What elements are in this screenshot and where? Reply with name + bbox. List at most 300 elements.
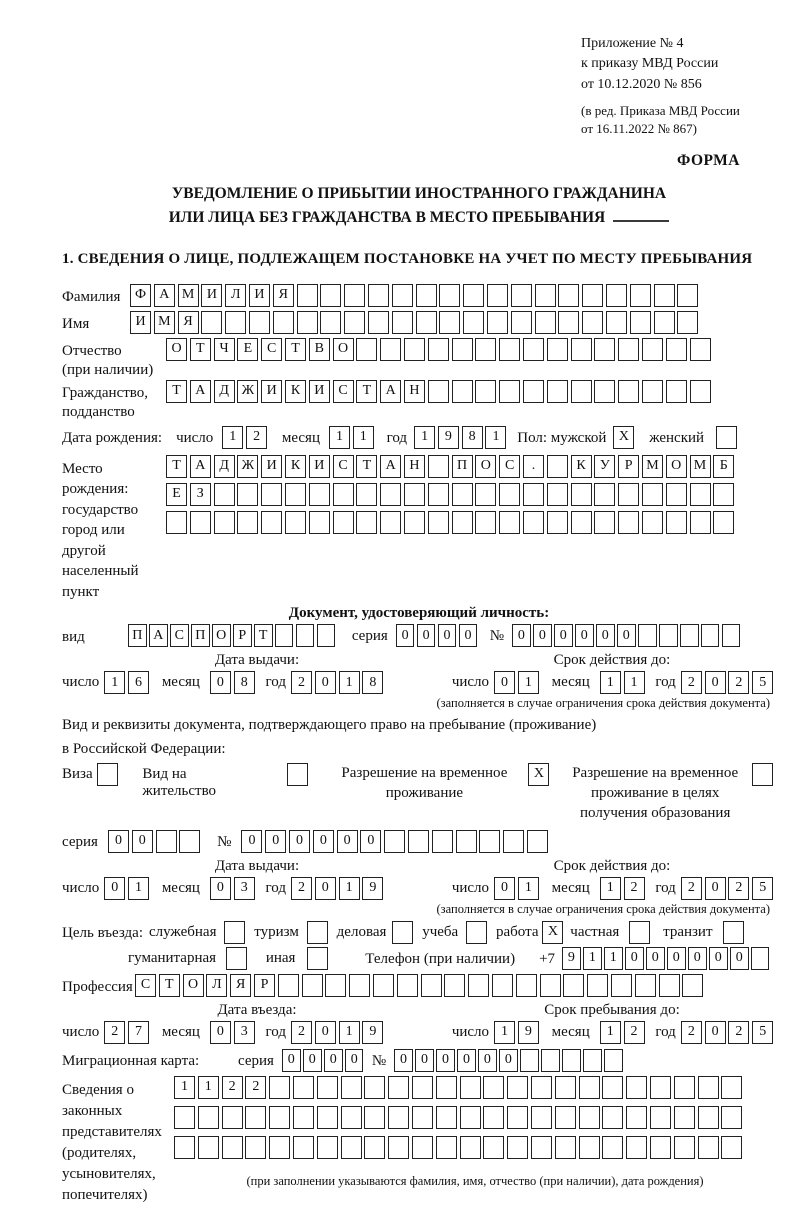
char-cell[interactable]: У — [594, 455, 615, 478]
char-cell[interactable] — [302, 974, 323, 997]
char-cell[interactable] — [452, 338, 473, 361]
purpose-business-checkbox[interactable] — [392, 921, 413, 944]
char-cell[interactable]: 1 — [485, 426, 506, 449]
char-cell[interactable] — [214, 483, 235, 506]
char-cell[interactable]: И — [309, 455, 330, 478]
char-cell[interactable]: Т — [356, 455, 377, 478]
purpose-private-checkbox[interactable] — [629, 921, 650, 944]
char-cell[interactable] — [666, 483, 687, 506]
char-cell[interactable] — [344, 284, 365, 307]
char-cell[interactable]: 2 — [291, 1021, 312, 1044]
char-cell[interactable] — [492, 974, 513, 997]
char-cell[interactable] — [269, 1136, 290, 1159]
char-cell[interactable]: 0 — [132, 830, 153, 853]
char-cell[interactable] — [520, 1049, 539, 1072]
purpose-official-checkbox[interactable] — [224, 921, 245, 944]
char-cell[interactable] — [225, 311, 246, 334]
char-cell[interactable] — [523, 338, 544, 361]
char-cell[interactable]: 9 — [362, 877, 383, 900]
char-cell[interactable]: Т — [166, 455, 187, 478]
edu-permit-checkbox[interactable] — [752, 763, 773, 786]
char-cell[interactable]: 0 — [667, 947, 686, 970]
char-cell[interactable] — [317, 1136, 338, 1159]
char-cell[interactable] — [439, 311, 460, 334]
char-cell[interactable] — [333, 483, 354, 506]
char-cell[interactable]: 0 — [709, 947, 728, 970]
char-cell[interactable]: 1 — [339, 877, 360, 900]
char-cell[interactable]: 0 — [459, 624, 478, 647]
char-cell[interactable] — [666, 380, 687, 403]
char-cell[interactable]: 0 — [396, 624, 415, 647]
char-cell[interactable] — [531, 1106, 552, 1129]
char-cell[interactable] — [397, 974, 418, 997]
char-cell[interactable] — [594, 338, 615, 361]
char-cell[interactable]: 0 — [303, 1049, 322, 1072]
char-cell[interactable] — [293, 1076, 314, 1099]
char-cell[interactable]: Т — [285, 338, 306, 361]
char-cell[interactable] — [463, 311, 484, 334]
char-cell[interactable] — [523, 380, 544, 403]
char-cell[interactable]: 0 — [646, 947, 665, 970]
char-cell[interactable]: 0 — [108, 830, 129, 853]
char-cell[interactable]: М — [690, 455, 711, 478]
char-cell[interactable]: 1 — [604, 947, 623, 970]
char-cell[interactable] — [261, 483, 282, 506]
char-cell[interactable]: 2 — [728, 877, 749, 900]
char-cell[interactable]: 0 — [417, 624, 436, 647]
char-cell[interactable]: 8 — [362, 671, 383, 694]
char-cell[interactable] — [198, 1136, 219, 1159]
purpose-other-checkbox[interactable] — [307, 947, 328, 970]
char-cell[interactable]: 0 — [315, 1021, 336, 1044]
char-cell[interactable]: 0 — [313, 830, 334, 853]
char-cell[interactable] — [364, 1106, 385, 1129]
char-cell[interactable]: 2 — [245, 1076, 266, 1099]
char-cell[interactable]: Р — [618, 455, 639, 478]
char-cell[interactable] — [650, 1076, 671, 1099]
char-cell[interactable]: К — [571, 455, 592, 478]
char-cell[interactable]: А — [380, 380, 401, 403]
temp-permit-checkbox[interactable]: X — [528, 763, 549, 786]
char-cell[interactable] — [475, 511, 496, 534]
char-cell[interactable] — [511, 284, 532, 307]
char-cell[interactable]: Л — [225, 284, 246, 307]
char-cell[interactable] — [483, 1136, 504, 1159]
char-cell[interactable] — [317, 624, 336, 647]
char-cell[interactable] — [674, 1136, 695, 1159]
char-cell[interactable]: 0 — [210, 877, 231, 900]
char-cell[interactable]: 1 — [624, 671, 645, 694]
char-cell[interactable] — [642, 483, 663, 506]
char-cell[interactable] — [677, 311, 698, 334]
char-cell[interactable] — [507, 1076, 528, 1099]
char-cell[interactable]: К — [285, 380, 306, 403]
char-cell[interactable]: Р — [233, 624, 252, 647]
char-cell[interactable]: Р — [254, 974, 275, 997]
char-cell[interactable] — [547, 483, 568, 506]
char-cell[interactable] — [296, 624, 315, 647]
char-cell[interactable] — [690, 338, 711, 361]
char-cell[interactable]: Е — [237, 338, 258, 361]
char-cell[interactable] — [642, 380, 663, 403]
char-cell[interactable]: 0 — [345, 1049, 364, 1072]
char-cell[interactable] — [412, 1136, 433, 1159]
char-cell[interactable] — [388, 1136, 409, 1159]
char-cell[interactable]: 6 — [128, 671, 149, 694]
char-cell[interactable] — [392, 311, 413, 334]
char-cell[interactable] — [278, 974, 299, 997]
char-cell[interactable] — [587, 974, 608, 997]
char-cell[interactable] — [638, 624, 657, 647]
char-cell[interactable]: 0 — [575, 624, 594, 647]
char-cell[interactable] — [523, 511, 544, 534]
char-cell[interactable] — [297, 284, 318, 307]
char-cell[interactable] — [583, 1049, 602, 1072]
char-cell[interactable] — [341, 1106, 362, 1129]
char-cell[interactable] — [499, 380, 520, 403]
char-cell[interactable] — [325, 974, 346, 997]
char-cell[interactable]: Ж — [237, 380, 258, 403]
char-cell[interactable]: П — [128, 624, 147, 647]
char-cell[interactable]: 2 — [222, 1076, 243, 1099]
char-cell[interactable] — [222, 1136, 243, 1159]
char-cell[interactable]: С — [170, 624, 189, 647]
char-cell[interactable] — [475, 483, 496, 506]
char-cell[interactable] — [293, 1136, 314, 1159]
char-cell[interactable] — [690, 380, 711, 403]
char-cell[interactable] — [356, 338, 377, 361]
char-cell[interactable]: О — [333, 338, 354, 361]
char-cell[interactable]: 0 — [705, 1021, 726, 1044]
char-cell[interactable]: 9 — [362, 1021, 383, 1044]
char-cell[interactable] — [626, 1106, 647, 1129]
char-cell[interactable] — [237, 511, 258, 534]
char-cell[interactable] — [293, 1106, 314, 1129]
char-cell[interactable] — [456, 830, 477, 853]
char-cell[interactable]: 1 — [339, 671, 360, 694]
char-cell[interactable]: 2 — [624, 877, 645, 900]
char-cell[interactable] — [364, 1076, 385, 1099]
char-cell[interactable]: 1 — [174, 1076, 195, 1099]
char-cell[interactable] — [701, 624, 720, 647]
char-cell[interactable]: Е — [166, 483, 187, 506]
char-cell[interactable]: 0 — [337, 830, 358, 853]
char-cell[interactable] — [674, 1106, 695, 1129]
char-cell[interactable] — [666, 338, 687, 361]
char-cell[interactable] — [611, 974, 632, 997]
char-cell[interactable] — [642, 511, 663, 534]
char-cell[interactable]: 1 — [414, 426, 435, 449]
char-cell[interactable]: 9 — [562, 947, 581, 970]
char-cell[interactable]: 0 — [315, 671, 336, 694]
char-cell[interactable] — [249, 311, 270, 334]
purpose-work-checkbox[interactable]: X — [542, 921, 563, 944]
char-cell[interactable]: И — [309, 380, 330, 403]
char-cell[interactable]: О — [166, 338, 187, 361]
char-cell[interactable] — [630, 311, 651, 334]
char-cell[interactable]: 1 — [518, 877, 539, 900]
char-cell[interactable] — [483, 1106, 504, 1129]
char-cell[interactable]: 0 — [436, 1049, 455, 1072]
char-cell[interactable]: 0 — [625, 947, 644, 970]
char-cell[interactable]: 0 — [241, 830, 262, 853]
char-cell[interactable] — [285, 483, 306, 506]
char-cell[interactable]: С — [135, 974, 156, 997]
char-cell[interactable]: 1 — [128, 877, 149, 900]
char-cell[interactable] — [320, 284, 341, 307]
char-cell[interactable]: Я — [178, 311, 199, 334]
char-cell[interactable] — [436, 1076, 457, 1099]
char-cell[interactable] — [571, 511, 592, 534]
char-cell[interactable] — [558, 284, 579, 307]
char-cell[interactable]: 0 — [289, 830, 310, 853]
char-cell[interactable]: 0 — [688, 947, 707, 970]
char-cell[interactable]: 0 — [617, 624, 636, 647]
char-cell[interactable] — [368, 284, 389, 307]
char-cell[interactable]: 0 — [210, 671, 231, 694]
char-cell[interactable] — [428, 338, 449, 361]
char-cell[interactable]: К — [285, 455, 306, 478]
char-cell[interactable] — [626, 1076, 647, 1099]
char-cell[interactable] — [468, 974, 489, 997]
char-cell[interactable] — [404, 511, 425, 534]
char-cell[interactable] — [412, 1106, 433, 1129]
char-cell[interactable] — [198, 1106, 219, 1129]
char-cell[interactable] — [460, 1106, 481, 1129]
char-cell[interactable] — [428, 455, 449, 478]
char-cell[interactable] — [547, 380, 568, 403]
char-cell[interactable] — [535, 284, 556, 307]
char-cell[interactable] — [261, 511, 282, 534]
sex-male-checkbox[interactable]: X — [613, 426, 634, 449]
purpose-tourism-checkbox[interactable] — [307, 921, 328, 944]
char-cell[interactable]: 0 — [324, 1049, 343, 1072]
char-cell[interactable] — [380, 338, 401, 361]
char-cell[interactable]: С — [333, 380, 354, 403]
char-cell[interactable]: 8 — [462, 426, 483, 449]
char-cell[interactable] — [428, 483, 449, 506]
char-cell[interactable] — [404, 483, 425, 506]
char-cell[interactable] — [297, 311, 318, 334]
char-cell[interactable] — [237, 483, 258, 506]
char-cell[interactable] — [547, 338, 568, 361]
char-cell[interactable] — [499, 511, 520, 534]
char-cell[interactable] — [380, 483, 401, 506]
char-cell[interactable] — [373, 974, 394, 997]
char-cell[interactable] — [579, 1136, 600, 1159]
char-cell[interactable]: 0 — [596, 624, 615, 647]
char-cell[interactable] — [341, 1136, 362, 1159]
char-cell[interactable]: О — [183, 974, 204, 997]
char-cell[interactable] — [475, 380, 496, 403]
char-cell[interactable] — [751, 947, 770, 970]
char-cell[interactable] — [540, 974, 561, 997]
char-cell[interactable]: 0 — [210, 1021, 231, 1044]
char-cell[interactable] — [594, 511, 615, 534]
char-cell[interactable]: С — [499, 455, 520, 478]
char-cell[interactable]: И — [130, 311, 151, 334]
char-cell[interactable] — [439, 284, 460, 307]
char-cell[interactable] — [269, 1076, 290, 1099]
char-cell[interactable] — [452, 483, 473, 506]
char-cell[interactable] — [606, 311, 627, 334]
char-cell[interactable]: 1 — [518, 671, 539, 694]
char-cell[interactable]: 5 — [752, 671, 773, 694]
char-cell[interactable]: 1 — [329, 426, 350, 449]
char-cell[interactable] — [650, 1136, 671, 1159]
char-cell[interactable] — [516, 974, 537, 997]
char-cell[interactable]: Ф — [130, 284, 151, 307]
char-cell[interactable] — [579, 1076, 600, 1099]
char-cell[interactable] — [659, 624, 678, 647]
char-cell[interactable]: О — [666, 455, 687, 478]
char-cell[interactable] — [547, 455, 568, 478]
char-cell[interactable]: 0 — [282, 1049, 301, 1072]
char-cell[interactable] — [380, 511, 401, 534]
residence-permit-checkbox[interactable] — [287, 763, 308, 786]
char-cell[interactable]: М — [178, 284, 199, 307]
char-cell[interactable] — [179, 830, 200, 853]
char-cell[interactable] — [654, 284, 675, 307]
char-cell[interactable]: 1 — [600, 671, 621, 694]
char-cell[interactable]: 0 — [315, 877, 336, 900]
char-cell[interactable] — [432, 830, 453, 853]
char-cell[interactable] — [428, 511, 449, 534]
char-cell[interactable]: 1 — [600, 1021, 621, 1044]
char-cell[interactable] — [594, 483, 615, 506]
char-cell[interactable]: 0 — [494, 671, 515, 694]
char-cell[interactable]: А — [149, 624, 168, 647]
char-cell[interactable] — [349, 974, 370, 997]
char-cell[interactable] — [626, 1136, 647, 1159]
char-cell[interactable]: 7 — [128, 1021, 149, 1044]
char-cell[interactable] — [531, 1076, 552, 1099]
char-cell[interactable]: З — [190, 483, 211, 506]
char-cell[interactable] — [602, 1136, 623, 1159]
char-cell[interactable]: И — [201, 284, 222, 307]
char-cell[interactable]: 0 — [478, 1049, 497, 1072]
purpose-transit-checkbox[interactable] — [723, 921, 744, 944]
char-cell[interactable] — [416, 284, 437, 307]
char-cell[interactable] — [309, 483, 330, 506]
char-cell[interactable]: 0 — [705, 671, 726, 694]
char-cell[interactable]: 1 — [353, 426, 374, 449]
char-cell[interactable]: Я — [230, 974, 251, 997]
char-cell[interactable] — [654, 311, 675, 334]
visa-checkbox[interactable] — [97, 763, 118, 786]
char-cell[interactable] — [273, 311, 294, 334]
purpose-humanitarian-checkbox[interactable] — [226, 947, 247, 970]
char-cell[interactable] — [582, 284, 603, 307]
char-cell[interactable] — [344, 311, 365, 334]
char-cell[interactable] — [635, 974, 656, 997]
char-cell[interactable] — [618, 483, 639, 506]
char-cell[interactable] — [404, 338, 425, 361]
char-cell[interactable]: 0 — [415, 1049, 434, 1072]
char-cell[interactable]: С — [333, 455, 354, 478]
char-cell[interactable] — [320, 311, 341, 334]
char-cell[interactable]: 3 — [234, 1021, 255, 1044]
sex-female-checkbox[interactable] — [716, 426, 737, 449]
char-cell[interactable] — [487, 284, 508, 307]
char-cell[interactable]: 0 — [730, 947, 749, 970]
char-cell[interactable] — [166, 511, 187, 534]
char-cell[interactable]: 8 — [234, 671, 255, 694]
char-cell[interactable]: 2 — [291, 671, 312, 694]
char-cell[interactable] — [408, 830, 429, 853]
char-cell[interactable]: И — [261, 455, 282, 478]
char-cell[interactable]: Б — [713, 455, 734, 478]
char-cell[interactable]: Ж — [237, 455, 258, 478]
char-cell[interactable] — [523, 483, 544, 506]
char-cell[interactable] — [690, 483, 711, 506]
char-cell[interactable]: 9 — [438, 426, 459, 449]
char-cell[interactable] — [558, 311, 579, 334]
char-cell[interactable] — [721, 1106, 742, 1129]
char-cell[interactable]: Д — [214, 380, 235, 403]
char-cell[interactable]: Т — [356, 380, 377, 403]
char-cell[interactable]: 1 — [583, 947, 602, 970]
char-cell[interactable] — [507, 1136, 528, 1159]
char-cell[interactable] — [680, 624, 699, 647]
char-cell[interactable] — [618, 511, 639, 534]
char-cell[interactable]: 2 — [104, 1021, 125, 1044]
char-cell[interactable] — [690, 511, 711, 534]
char-cell[interactable] — [201, 311, 222, 334]
char-cell[interactable] — [602, 1106, 623, 1129]
char-cell[interactable]: Т — [190, 338, 211, 361]
char-cell[interactable] — [555, 1106, 576, 1129]
char-cell[interactable]: 2 — [728, 1021, 749, 1044]
char-cell[interactable] — [571, 483, 592, 506]
char-cell[interactable] — [507, 1106, 528, 1129]
char-cell[interactable]: Т — [159, 974, 180, 997]
char-cell[interactable]: 1 — [339, 1021, 360, 1044]
char-cell[interactable]: 0 — [360, 830, 381, 853]
char-cell[interactable] — [571, 338, 592, 361]
char-cell[interactable] — [674, 1076, 695, 1099]
char-cell[interactable] — [579, 1106, 600, 1129]
char-cell[interactable] — [421, 974, 442, 997]
char-cell[interactable] — [487, 311, 508, 334]
char-cell[interactable] — [317, 1076, 338, 1099]
char-cell[interactable]: 2 — [681, 671, 702, 694]
char-cell[interactable] — [666, 511, 687, 534]
char-cell[interactable] — [650, 1106, 671, 1129]
char-cell[interactable]: Т — [254, 624, 273, 647]
char-cell[interactable] — [713, 483, 734, 506]
char-cell[interactable] — [618, 338, 639, 361]
char-cell[interactable] — [174, 1136, 195, 1159]
char-cell[interactable] — [618, 380, 639, 403]
char-cell[interactable] — [388, 1106, 409, 1129]
char-cell[interactable] — [245, 1136, 266, 1159]
char-cell[interactable]: 2 — [624, 1021, 645, 1044]
char-cell[interactable]: 0 — [457, 1049, 476, 1072]
char-cell[interactable]: 0 — [494, 877, 515, 900]
char-cell[interactable] — [275, 624, 294, 647]
char-cell[interactable]: 0 — [394, 1049, 413, 1072]
char-cell[interactable] — [269, 1106, 290, 1129]
char-cell[interactable] — [392, 284, 413, 307]
char-cell[interactable] — [642, 338, 663, 361]
char-cell[interactable] — [555, 1136, 576, 1159]
char-cell[interactable] — [356, 483, 377, 506]
char-cell[interactable]: 0 — [104, 877, 125, 900]
char-cell[interactable] — [156, 830, 177, 853]
char-cell[interactable] — [475, 338, 496, 361]
char-cell[interactable] — [511, 311, 532, 334]
